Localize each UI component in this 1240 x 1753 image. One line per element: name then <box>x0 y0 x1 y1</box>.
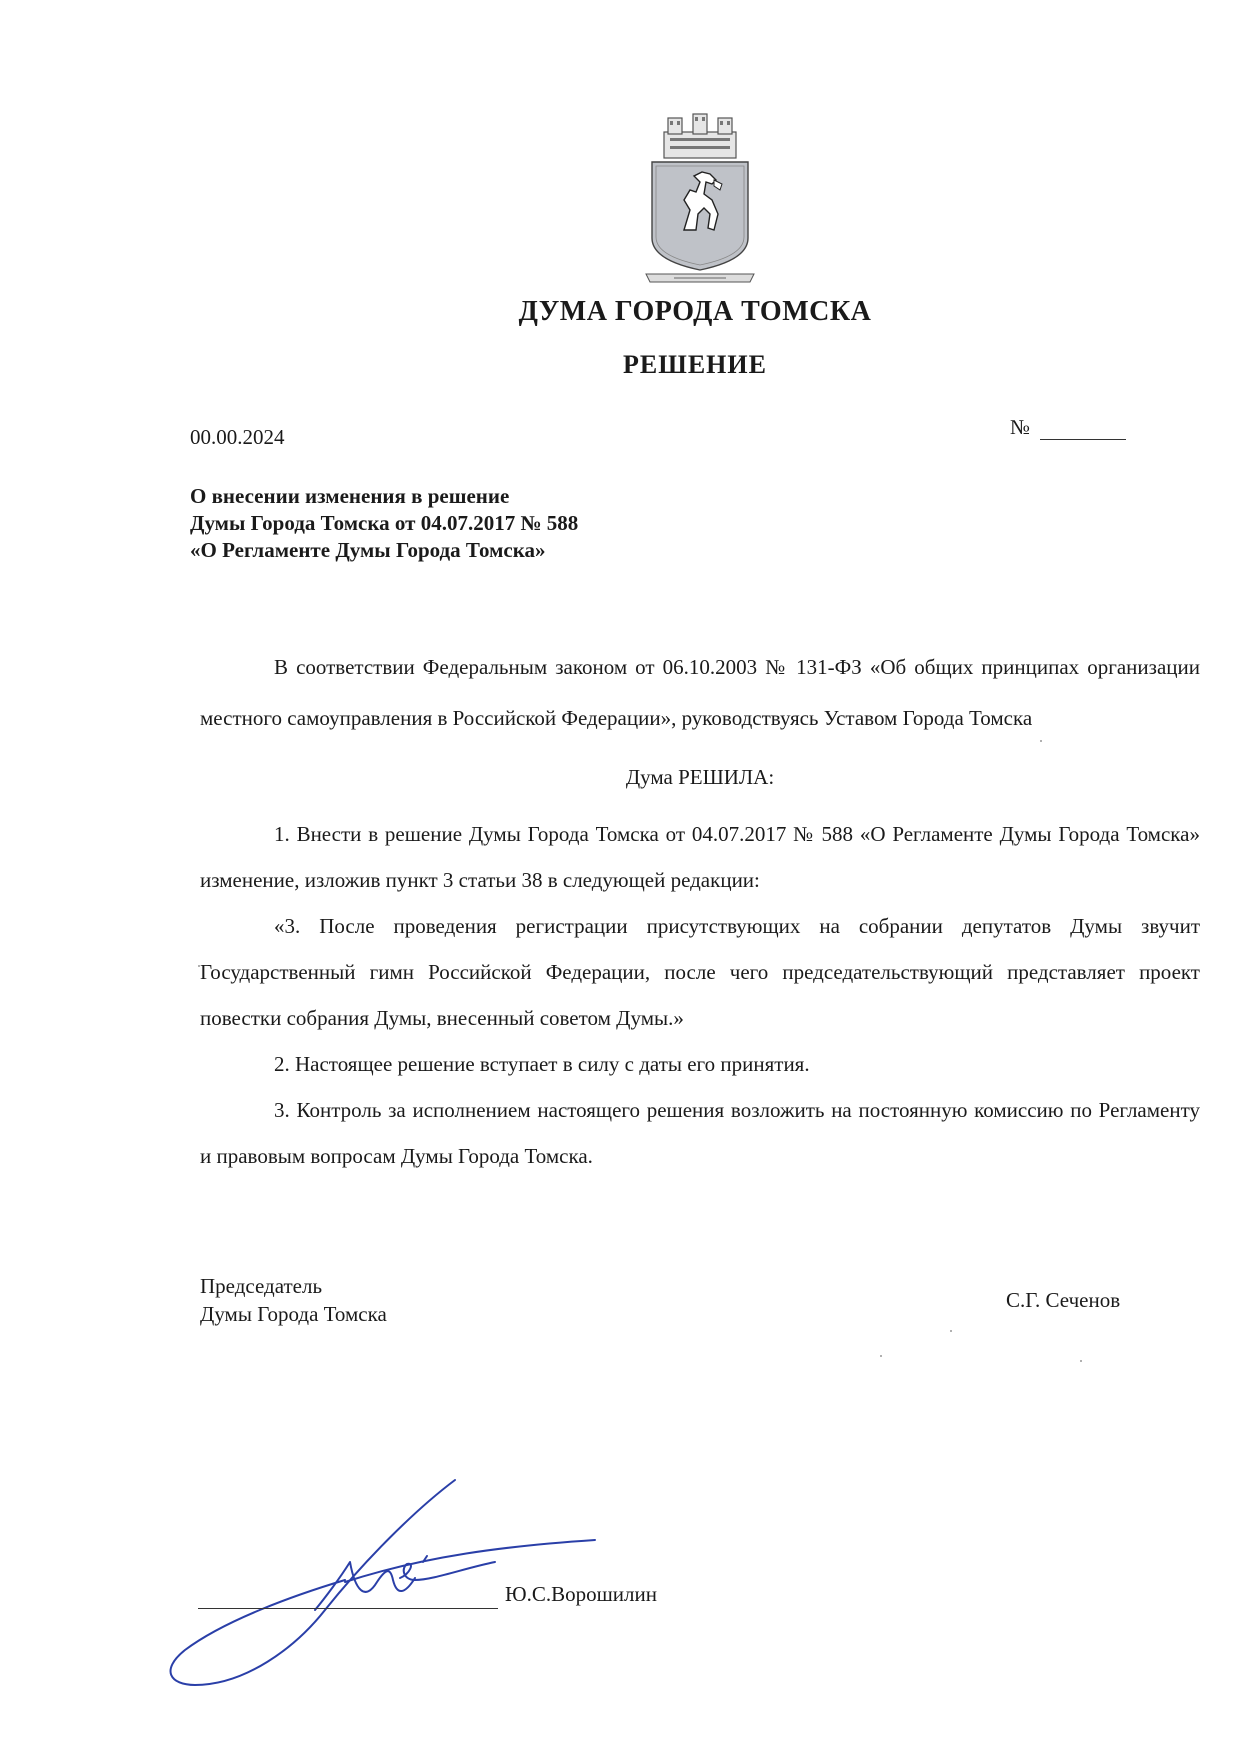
tomsk-coat-of-arms-icon <box>644 110 756 286</box>
item-2-paragraph: 2. Настоящее решение вступает в силу с даты его принятия. <box>274 1052 810 1076</box>
scan-speck <box>1080 1360 1082 1362</box>
signer-title-line: Председатель <box>200 1274 323 1298</box>
item-1-paragraph: 1. Внести в решение Думы Города Томска от 04.07.2017 № 588 «О Регламенте Думы Города Томска» изменение, изложив пункт 3 статьи 38 в следующей редакции: <box>200 822 1200 892</box>
council-name: ДУМА ГОРОДА ТОМСКА <box>518 296 872 327</box>
subject-line: О внесении изменения в решение <box>190 484 510 508</box>
item-3-paragraph: 3. Контроль за исполнением настоящего решения возложить на постоянную комиссию по Регламенту и правовым вопросам Думы Города Томска. <box>200 1098 1200 1168</box>
scan-speck <box>1040 740 1042 742</box>
handwritten-signature-icon <box>165 1470 620 1690</box>
signer-title-line: Думы Города Томска <box>200 1302 387 1326</box>
decided-heading: Дума РЕШИЛА: <box>625 765 775 789</box>
document-subject <box>190 483 578 564</box>
subject-line: «О Регламенте Думы Города Томска» <box>190 538 546 562</box>
scan-speck <box>198 965 200 967</box>
number-blank-line <box>1040 419 1126 440</box>
quoted-amendment-paragraph: «3. После проведения регистрации присутствующих на собрании депутатов Думы звучит Государственный гимн Российской Федерации, после чего председательствующий представляет проект повестки собрания Думы, внесенный советом Думы.» <box>200 914 1200 1030</box>
number-label: № <box>1010 415 1031 439</box>
subject-line: Думы Города Томска от 04.07.2017 № 588 <box>190 511 579 535</box>
scan-speck <box>880 1355 882 1357</box>
scan-speck <box>950 1330 952 1332</box>
document-number <box>1010 415 1126 440</box>
signature-line <box>198 1608 498 1609</box>
preamble-paragraph: В соответствии Федеральным законом от 06.10.2003 № 131-ФЗ «Об общих принципах организации местного самоуправления в Российской Федерации», руководствуясь Уставом Города Томска <box>200 655 1200 730</box>
document-body <box>200 642 1200 1179</box>
signer-title <box>200 1272 387 1328</box>
executor-name: Ю.С.Ворошилин <box>505 1582 657 1606</box>
document-type: РЕШЕНИЕ <box>623 350 767 379</box>
document-date: 00.00.2024 <box>190 425 285 449</box>
signer-name: С.Г. Сеченов <box>1006 1288 1121 1312</box>
